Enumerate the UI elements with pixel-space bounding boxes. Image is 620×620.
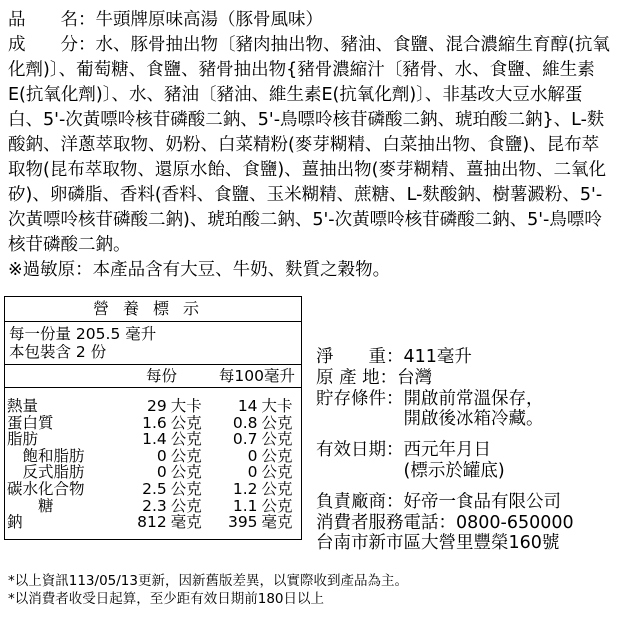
origin-label: 原 產 地： bbox=[316, 367, 398, 388]
per-100ml-value: 14 bbox=[237, 397, 258, 415]
net-weight-value: 411毫升 bbox=[403, 347, 472, 367]
ingredients-text: 水、豚骨抽出物〔豬肉抽出物、豬油、食鹽、混合濃縮生育醇(抗氧化劑)〕、葡萄糖、食鹽、豬骨抽出物{豬骨濃縮汁〔豬骨、水、食鹽、維生素E(抗氧化劑)〕、水、豬油〔豬油、維生素E(抗氧化劑)〕、非基改大豆水解蛋白、5'-次黃嘌呤核苷磷酸二鈉、5'-鳥嘌呤核苷磷酸二鈉、琥珀酸二鈉}、L-麩酸鈉、洋蔥萃取物、奶粉、白菜精粉(麥芽糊精、白菜抽出物、食鹽)、昆布萃取物(昆布萃取物、還原水飴、食鹽)、薑抽出物(麥芽糊精、薑抽出物、二氧化矽)、卵磷脂、香料(香料、食鹽、玉米糊精、蔗糖、L-麩酸鈉、樹薯澱粉、5'-次黃嘌呤核苷磷酸二鈉)、琥珀酸二鈉、5'-次黃嘌呤核苷磷酸二鈉、5'-鳥嘌呤核苷磷酸二鈉。 bbox=[8, 35, 610, 255]
storage-value-2: 開啟後冰箱冷藏。 bbox=[403, 409, 544, 430]
nutrient-name: 蛋白質 bbox=[7, 413, 54, 432]
per-100ml-value: 0 bbox=[247, 446, 258, 465]
per-100ml-value: 0.8 bbox=[232, 413, 258, 432]
hotline-label: 消費者服務電話： bbox=[316, 512, 456, 533]
expiry-line-2 bbox=[316, 461, 616, 482]
per-100ml-unit: 毫克 bbox=[261, 513, 293, 532]
per-100ml-unit: 公克 bbox=[261, 463, 293, 482]
per-serving-value: 0 bbox=[156, 446, 167, 465]
expiry-note: (標示於罐底) bbox=[403, 460, 505, 481]
per-serving-value: 2.5 bbox=[142, 479, 167, 498]
nutrition-row-sugar bbox=[5, 498, 301, 515]
nutrition-serving-info bbox=[5, 322, 301, 365]
per-serving-value: 2.3 bbox=[142, 496, 167, 515]
nutrient-name: 熱量 bbox=[7, 397, 39, 415]
per-100ml-value: 1.2 bbox=[232, 479, 258, 498]
per-serving-unit: 公克 bbox=[170, 496, 202, 515]
per-100ml-unit: 公克 bbox=[261, 446, 293, 465]
per-serving-unit: 公克 bbox=[170, 479, 202, 498]
nutrient-name: 脂肪 bbox=[7, 430, 39, 449]
ingredients-label: 成 分： bbox=[8, 35, 96, 55]
storage-value: 開啟前常溫保存， bbox=[403, 388, 544, 409]
col-per-serving: 每份 bbox=[145, 367, 177, 385]
net-weight-line bbox=[316, 347, 616, 368]
footnotes bbox=[8, 572, 612, 608]
nutrition-title: 營養標示 bbox=[5, 297, 301, 322]
product-info-section bbox=[316, 347, 616, 554]
per-100ml-unit: 公克 bbox=[261, 413, 293, 432]
per-serving-value: 1.4 bbox=[142, 430, 167, 449]
per-serving-unit: 大卡 bbox=[170, 397, 202, 415]
nutrition-row-saturated-fat bbox=[5, 448, 301, 465]
hotline-value: 0800-650000 bbox=[456, 512, 574, 533]
per-100ml-value: 0.7 bbox=[232, 430, 258, 449]
per-100ml-unit: 公克 bbox=[261, 496, 293, 515]
per-serving-value: 0 bbox=[156, 463, 167, 482]
origin-line bbox=[316, 368, 616, 389]
expiry-value: 西元年月日 bbox=[403, 440, 491, 461]
per-serving-value: 29 bbox=[147, 397, 167, 415]
per-100ml-value: 1.1 bbox=[232, 496, 258, 515]
nutrient-name: 飽和脂肪 bbox=[7, 446, 85, 465]
net-weight-label: 淨 重： bbox=[316, 347, 404, 367]
per-serving-unit: 公克 bbox=[170, 413, 202, 432]
nutrition-row-sodium bbox=[5, 514, 301, 531]
per-serving-value: 812 bbox=[137, 513, 167, 532]
servings-per-package: 本包裝含 2 份 bbox=[9, 343, 107, 361]
expiry-line bbox=[316, 440, 616, 461]
nutrition-column-headers bbox=[5, 365, 301, 388]
nutrition-row-fat bbox=[5, 431, 301, 448]
allergen-note: ※過敏原：本產品含有大豆、牛奶、麩質之穀物。 bbox=[8, 260, 391, 280]
nutrient-name: 鈉 bbox=[7, 513, 23, 532]
nutrition-rows bbox=[5, 388, 301, 531]
per-100ml-unit: 公克 bbox=[261, 430, 293, 449]
nutrition-row-trans-fat bbox=[5, 464, 301, 481]
per-serving-unit: 公克 bbox=[170, 463, 202, 482]
per-100ml-unit: 公克 bbox=[261, 479, 293, 498]
storage-line-2 bbox=[316, 409, 616, 430]
product-name-label: 品 名： bbox=[8, 10, 96, 30]
hotline-line bbox=[316, 513, 616, 534]
col-per-100ml: 每100毫升 bbox=[218, 367, 295, 385]
address: 台南市新市區大營里豐榮160號 bbox=[316, 533, 560, 554]
storage-label: 貯存條件： bbox=[316, 388, 404, 409]
manufacturer-value: 好帝一食品有限公司 bbox=[403, 491, 561, 512]
serving-size: 每一份量 205.5 毫升 bbox=[9, 325, 157, 343]
per-serving-unit: 毫克 bbox=[170, 513, 202, 532]
footnote-update: *以上資訊113/05/13更新，因新舊版差異，以實際收到產品為主。 bbox=[8, 573, 408, 589]
footnote-expiry: *以消費者收受日起算，至少距有效日期前180日以上 bbox=[8, 591, 325, 607]
per-serving-unit: 公克 bbox=[170, 446, 202, 465]
per-serving-value: 1.6 bbox=[142, 413, 167, 432]
product-name: 牛頭牌原味高湯（豚骨風味） bbox=[95, 10, 323, 30]
per-serving-unit: 公克 bbox=[170, 430, 202, 449]
nutrition-row-protein bbox=[5, 415, 301, 432]
ingredients-line bbox=[8, 33, 612, 258]
manufacturer-label: 負責廠商： bbox=[316, 491, 404, 512]
origin-value: 台灣 bbox=[397, 367, 433, 388]
nutrition-row-carbohydrate bbox=[5, 481, 301, 498]
ingredients-section bbox=[8, 8, 612, 283]
nutrient-name: 糖 bbox=[7, 496, 54, 515]
per-100ml-value: 395 bbox=[227, 513, 258, 532]
nutrient-name: 碳水化合物 bbox=[7, 479, 85, 498]
product-name-line bbox=[8, 8, 612, 33]
nutrition-row-calories bbox=[5, 398, 301, 415]
nutrient-name: 反式脂肪 bbox=[7, 463, 85, 482]
manufacturer-line bbox=[316, 492, 616, 513]
expiry-label: 有效日期： bbox=[316, 440, 404, 461]
nutrition-facts-table bbox=[4, 296, 302, 540]
storage-line bbox=[316, 389, 616, 410]
per-100ml-value: 0 bbox=[247, 463, 258, 482]
per-100ml-unit: 大卡 bbox=[261, 397, 293, 415]
